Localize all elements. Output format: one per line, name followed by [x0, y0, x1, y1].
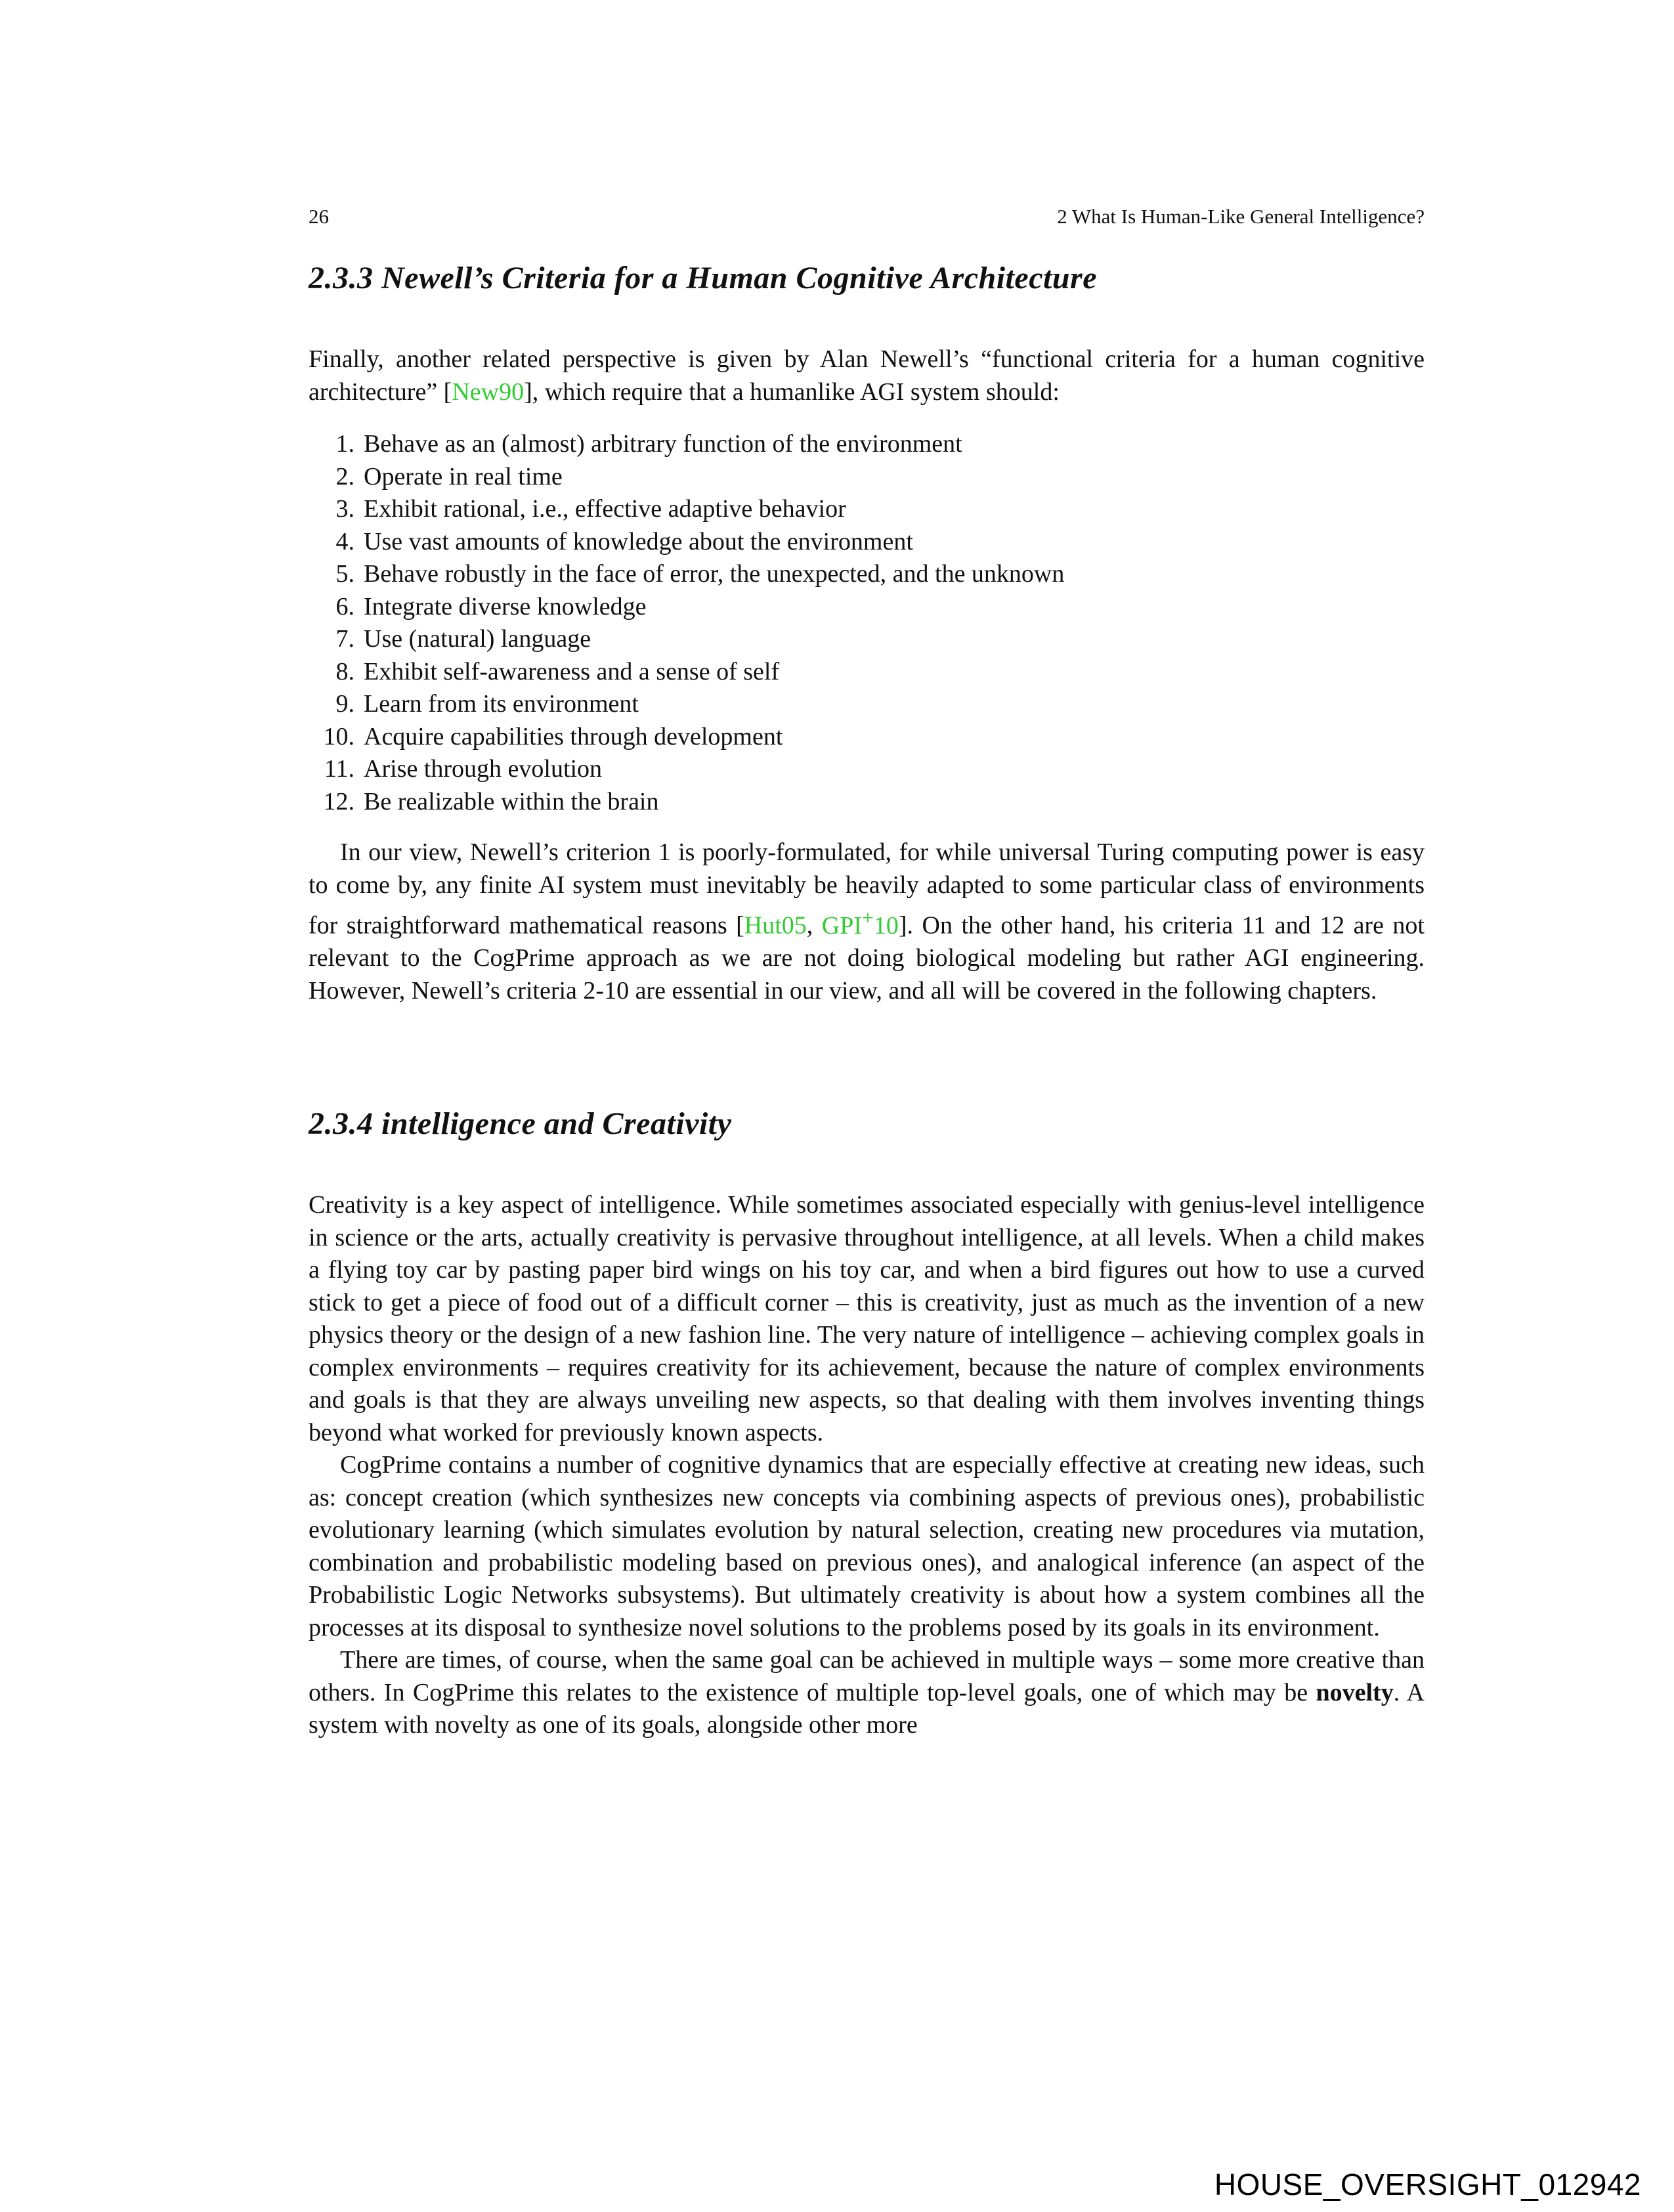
criteria-list-item: [309, 591, 1425, 624]
citation-link[interactable]: Hut05: [744, 911, 807, 940]
list-item-number: 1.: [335, 430, 354, 458]
list-item-text: Behave robustly in the face of error, the unexpected, and the unknown: [364, 560, 1065, 588]
view-text-start: In our view, Newell’s criterion 1 is poorly-formulated, for while universal Turing computing power is easy to come by, any finite AI system must inevitably be heavily adapted to some particular class of environments for straightforward mathematical reasons [: [309, 838, 1425, 940]
criteria-list-item: [309, 623, 1425, 656]
citation-link[interactable]: New90: [452, 378, 525, 406]
criteria-list-item: [309, 753, 1425, 786]
creativity-paragraph-1: Creativity is a key aspect of intelligence. While sometimes associated especially with genius-level intelligence in science or the arts, actually creativity is pervasive throughout intelligence, at all levels. When a child makes a flying toy car by pasting paper bird wings on his toy car, and when a bird figures out how to use a curved stick to get a piece of food out of a difficult corner – this is creativity, just as much as the invention of a new physics theory or the design of a new fashion line. The very nature of intelligence – achieving complex goals in complex environments – requires creativity for its achievement, because the nature of complex environments and goals is that they are always unveiling new aspects, so that dealing with them involves inventing things beyond what worked for previously known aspects.: [309, 1191, 1425, 1446]
list-item-number: 4.: [335, 527, 354, 555]
chapter-title: 2 What Is Human-Like General Intelligence?: [1057, 205, 1425, 228]
list-item-number: 11.: [324, 755, 354, 783]
intro-text-start: Finally, another related perspective is given by Alan Newell’s “functional criteria for a human cognitive architecture” [: [309, 345, 1425, 406]
criteria-list-item: [309, 688, 1425, 721]
page-number: 26: [309, 205, 329, 228]
citation-text-end: 10: [873, 911, 899, 940]
list-item-number: 5.: [335, 560, 354, 588]
intro-text-end: ], which require that a humanlike AGI system should:: [524, 378, 1060, 406]
creativity-paragraph-3: [309, 1644, 1425, 1742]
criteria-list-item: [309, 493, 1425, 526]
bold-term-novelty: novelty: [1316, 1678, 1394, 1706]
citation-link[interactable]: [821, 906, 899, 940]
section-2-3-4: [309, 1106, 1425, 1742]
list-item-number: 3.: [335, 495, 354, 523]
criteria-list-item: [309, 526, 1425, 559]
view-paragraph: [309, 836, 1425, 1007]
criteria-list-item: [309, 721, 1425, 754]
view-text-end: ]. On the other hand, his criteria 11 and 12 are not relevant to the CogPrime approach as we are not doing biological modeling but rather AGI engineering. However, Newell’s criteria 2-10 are essential in our view, and all will be covered in the following chapters.: [309, 911, 1425, 1005]
list-item-text: Behave as an (almost) arbitrary function of the environment: [364, 430, 962, 458]
list-item-number: 8.: [335, 657, 354, 685]
list-item-number: 12.: [323, 787, 354, 815]
criteria-list-item: [309, 461, 1425, 494]
list-item-text: Acquire capabilities through development: [364, 722, 783, 750]
section-heading-2-3-3: 2.3.3 Newell’s Criteria for a Human Cognitive Architecture: [309, 261, 1098, 295]
creativity-paragraph-2: CogPrime contains a number of cognitive dynamics that are especially effective at creating new ideas, such as: concept creation (which synthesizes new concepts via combining aspects of previous ones), probabilistic evolutionary learning (which simulates evolution by natural selection, creating new procedures via mutation, combination and probabilistic modeling based on previous ones), and analogical inference (an aspect of the Probabilistic Logic Networks subsystems). But ultimately creativity is about how a system combines all the processes at its disposal to synthesize novel solutions to the problems posed by its goals in its environment.: [309, 1451, 1425, 1641]
criteria-list-item: [309, 558, 1425, 591]
list-item-number: 2.: [335, 462, 354, 490]
list-item-number: 6.: [335, 592, 354, 620]
citation-separator: ,: [806, 911, 822, 940]
list-item-text: Exhibit rational, i.e., effective adaptive behavior: [364, 495, 846, 523]
para3-text-start: There are times, of course, when the same goal can be achieved in multiple ways – some more creative than others. In CogPrime this relates to the existence of multiple top-level goals, one of which may be: [309, 1646, 1425, 1706]
list-item-text: Learn from its environment: [364, 690, 639, 718]
list-item-number: 10.: [323, 722, 354, 750]
list-item-text: Exhibit self-awareness and a sense of self: [364, 657, 780, 685]
document-page: [309, 204, 1425, 1742]
list-item-text: Use vast amounts of knowledge about the environment: [364, 527, 913, 555]
criteria-list-item: [309, 656, 1425, 689]
list-item-text: Be realizable within the brain: [364, 787, 659, 815]
section-heading-2-3-4: 2.3.4 intelligence and Creativity: [309, 1106, 732, 1142]
list-item-number: 7.: [335, 625, 354, 653]
para3-text-end: . A system with novelty as one of its goals, alongside other more: [309, 1678, 1425, 1739]
list-item-text: Use (natural) language: [364, 625, 591, 653]
criteria-list-item: [309, 428, 1425, 461]
running-header: [309, 204, 1425, 230]
list-item-text: Arise through evolution: [364, 755, 603, 783]
bates-number: HOUSE_OVERSIGHT_012942: [1214, 2167, 1641, 2201]
citation-text: GPI: [821, 911, 863, 940]
citation-superscript: +: [862, 906, 874, 929]
criteria-list-item: [309, 786, 1425, 819]
list-item-text: Operate in real time: [364, 462, 563, 490]
list-item-text: Integrate diverse knowledge: [364, 592, 647, 620]
list-item-number: 9.: [335, 690, 354, 718]
intro-paragraph: [309, 343, 1425, 408]
criteria-list: [309, 428, 1425, 818]
